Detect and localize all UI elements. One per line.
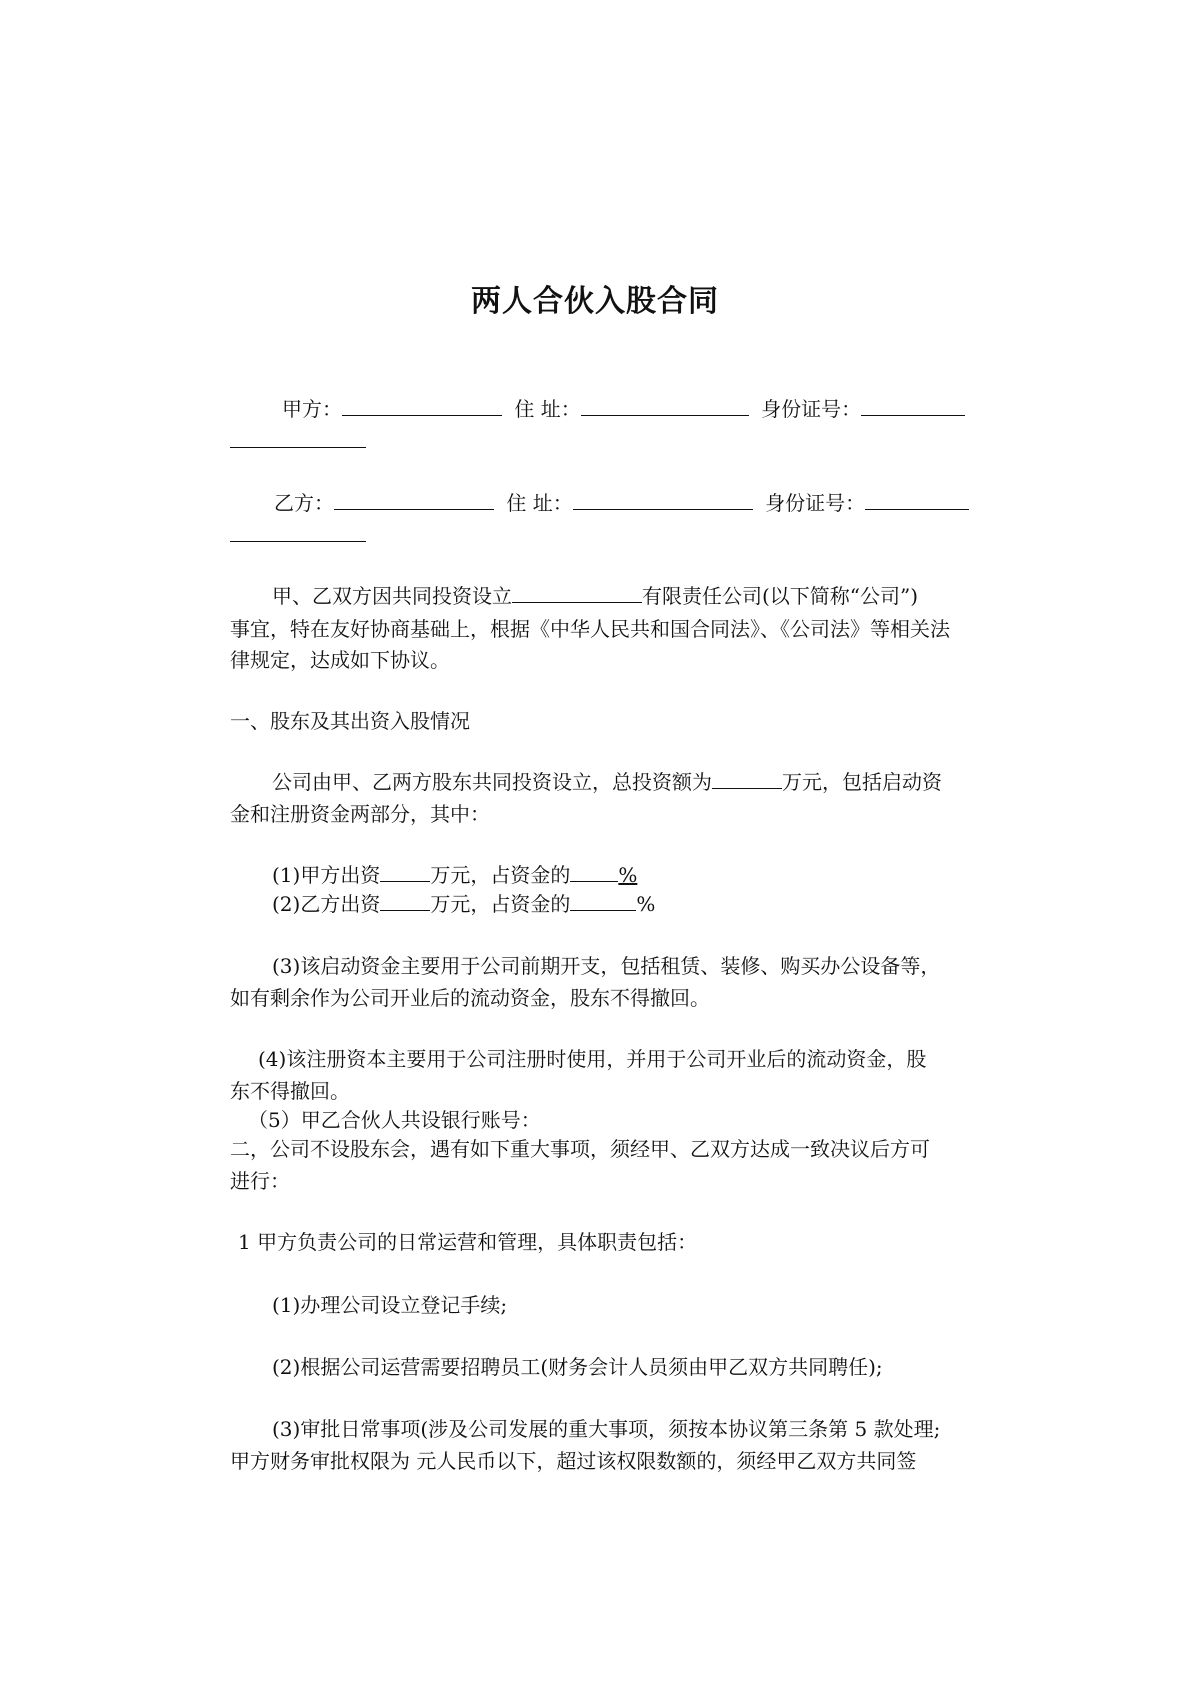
party-b-address-blank (573, 490, 753, 510)
investment-text-a: 公司由甲、乙两方股东共同投资设立，总投资额为 (272, 770, 712, 794)
party-b-address-label: 住 址： (506, 491, 573, 515)
party-a-id-blank (861, 396, 965, 416)
party-a-percent-sign: % (618, 863, 638, 887)
sub-1-item-3-line-2: 甲方财务审批权限为 元人民币以下，超过该权限数额的，须经甲乙双方共同签 (230, 1449, 917, 1473)
total-investment-blank (712, 769, 782, 789)
item-5-line: （5）甲乙合伙人共设银行账号： (248, 1108, 541, 1132)
party-a-address-label: 住 址： (514, 397, 581, 421)
party-a-id-blank-cont (230, 428, 366, 448)
section-2-heading-line-1: 二，公司不设股东会，遇有如下重大事项，须经甲、乙双方达成一致决议后方可 (230, 1137, 930, 1161)
intro-text-b: 有限责任公司(以下简称“公司”) (642, 584, 919, 608)
item-1-text-a: (1)甲方出资 (272, 863, 381, 887)
section-2-heading-line-2: 进行： (230, 1169, 290, 1193)
company-name-blank (512, 583, 642, 603)
party-b-line (274, 489, 969, 517)
party-a-amount-blank (380, 862, 430, 882)
item-1-line (272, 861, 637, 889)
party-a-share-blank (570, 862, 618, 882)
intro-line-3: 律规定，达成如下协议。 (230, 648, 450, 672)
intro-text-a: 甲、乙双方因共同投资设立 (272, 584, 512, 608)
section-1-p1-line-1 (272, 768, 942, 796)
party-a-name-blank (342, 396, 502, 416)
item-3-text-1: (3)该启动资金主要用于公司前期开支，包括租赁、装修、购买办公设备等， (272, 954, 941, 978)
party-b-id-label: 身份证号： (765, 491, 866, 515)
party-b-name-blank (334, 490, 494, 510)
item-4-line-2: 东不得撤回。 (230, 1079, 350, 1103)
party-b-label: 乙方： (274, 491, 334, 515)
party-a-id-label: 身份证号： (761, 397, 862, 421)
party-a-line (282, 395, 965, 423)
item-3-line-1 (272, 952, 968, 980)
sub-1-item-1: (1)办理公司设立登记手续; (272, 1293, 508, 1317)
item-1-text-b: 万元，占资金的 (430, 863, 571, 887)
party-a-address-blank (581, 396, 749, 416)
section-2-sub-1: 1 甲方负责公司的日常运营和管理，具体职责包括： (238, 1230, 698, 1254)
party-b-id-blank-cont (230, 522, 366, 542)
document-title: 两人合伙入股合同 (471, 284, 719, 319)
item-3-line-2: 如有剩余作为公司开业后的流动资金，股东不得撤回。 (230, 986, 710, 1010)
party-b-id-blank (865, 490, 969, 510)
party-b-amount-blank (380, 891, 430, 911)
item-2-text-a: (2)乙方出资 (272, 892, 381, 916)
item-2-line (272, 890, 655, 918)
investment-text-b: 万元，包括启动资 (782, 770, 942, 794)
party-a-line-2 (230, 427, 366, 455)
item-4-line-1: (4)该注册资本主要用于公司注册时使用，并用于公司开业后的流动资金，股 (258, 1047, 927, 1071)
intro-line-2: 事宜，特在友好协商基础上，根据《中华人民共和国合同法》、《公司法》等相关法 (230, 617, 950, 641)
section-1-heading: 一、股东及其出资入股情况 (230, 709, 470, 733)
party-b-percent-sign: % (636, 892, 656, 916)
item-2-text-b: 万元，占资金的 (430, 892, 571, 916)
party-b-share-blank (570, 891, 636, 911)
party-b-line-2 (230, 521, 366, 549)
intro-line-1 (272, 582, 918, 610)
sub-1-item-3-line-1: (3)审批日常事项(涉及公司发展的重大事项，须按本协议第三条第 5 款处理; (272, 1417, 941, 1441)
party-a-label: 甲方： (282, 397, 342, 421)
sub-1-item-2: (2)根据公司运营需要招聘员工(财务会计人员须由甲乙双方共同聘任); (272, 1355, 883, 1379)
section-1-p1-line-2: 金和注册资金两部分，其中： (230, 802, 490, 826)
